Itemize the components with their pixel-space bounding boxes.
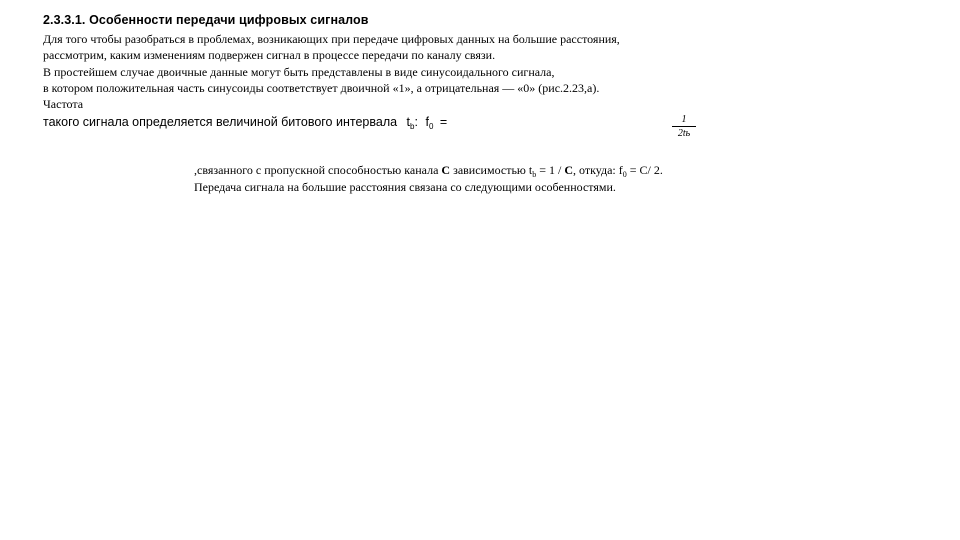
capacity-f-subscript: 0 <box>622 170 627 179</box>
frequency-fraction <box>672 114 696 139</box>
capacity-text-3: = 1 / <box>536 163 565 177</box>
intro-line-4: в котором положительная часть синусоиды соответствует двоичной «1», а отрицательная — «0» (рис.2.23,а). <box>43 81 600 95</box>
capacity-text-1: ,связанного с пропускной способностью канала <box>194 163 442 177</box>
fraction-numerator: 1 <box>681 114 687 125</box>
capacity-symbol-c: C <box>441 163 451 177</box>
intro-line-3: В простейшем случае двоичные данные могут быть представлены в виде синусоидального сигнала, <box>43 65 555 79</box>
capacity-symbol-c-2: C <box>564 163 573 177</box>
section-heading: 2.3.3.1. Особенности передачи цифровых сигналов <box>43 13 369 27</box>
features-line: Передача сигнала на большие расстояния связана со следующими особенностями. <box>194 180 616 194</box>
frequency-text: такого сигнала определяется величиной битового интервала <box>43 115 398 129</box>
frequency-subscript: 0 <box>428 122 434 131</box>
frequency-line <box>43 115 447 131</box>
fraction-bar <box>672 126 696 127</box>
fraction-denominator: 2tь <box>677 128 691 139</box>
capacity-text-2: зависимостью t <box>450 163 533 177</box>
frequency-symbol: f <box>425 115 429 129</box>
frequency-colon: : <box>414 115 418 129</box>
bit-interval-symbol: t <box>406 115 411 129</box>
intro-line-1: Для того чтобы разобраться в проблемах, возникающих при передаче цифровых данных на большие расстояния, <box>43 32 620 46</box>
bit-interval-subscript: b <box>410 122 415 131</box>
capacity-t-subscript: b <box>532 170 537 179</box>
intro-line-2: рассмотрим, каким изменениям подвержен сигнал в процессе передачи по каналу связи. <box>43 48 496 62</box>
capacity-text-4: , откуда: f <box>573 163 623 177</box>
capacity-line <box>194 163 663 179</box>
intro-line-5: Частота <box>43 97 84 111</box>
equals-sign: = <box>439 115 448 129</box>
capacity-text-5: = C/ 2. <box>626 163 663 177</box>
